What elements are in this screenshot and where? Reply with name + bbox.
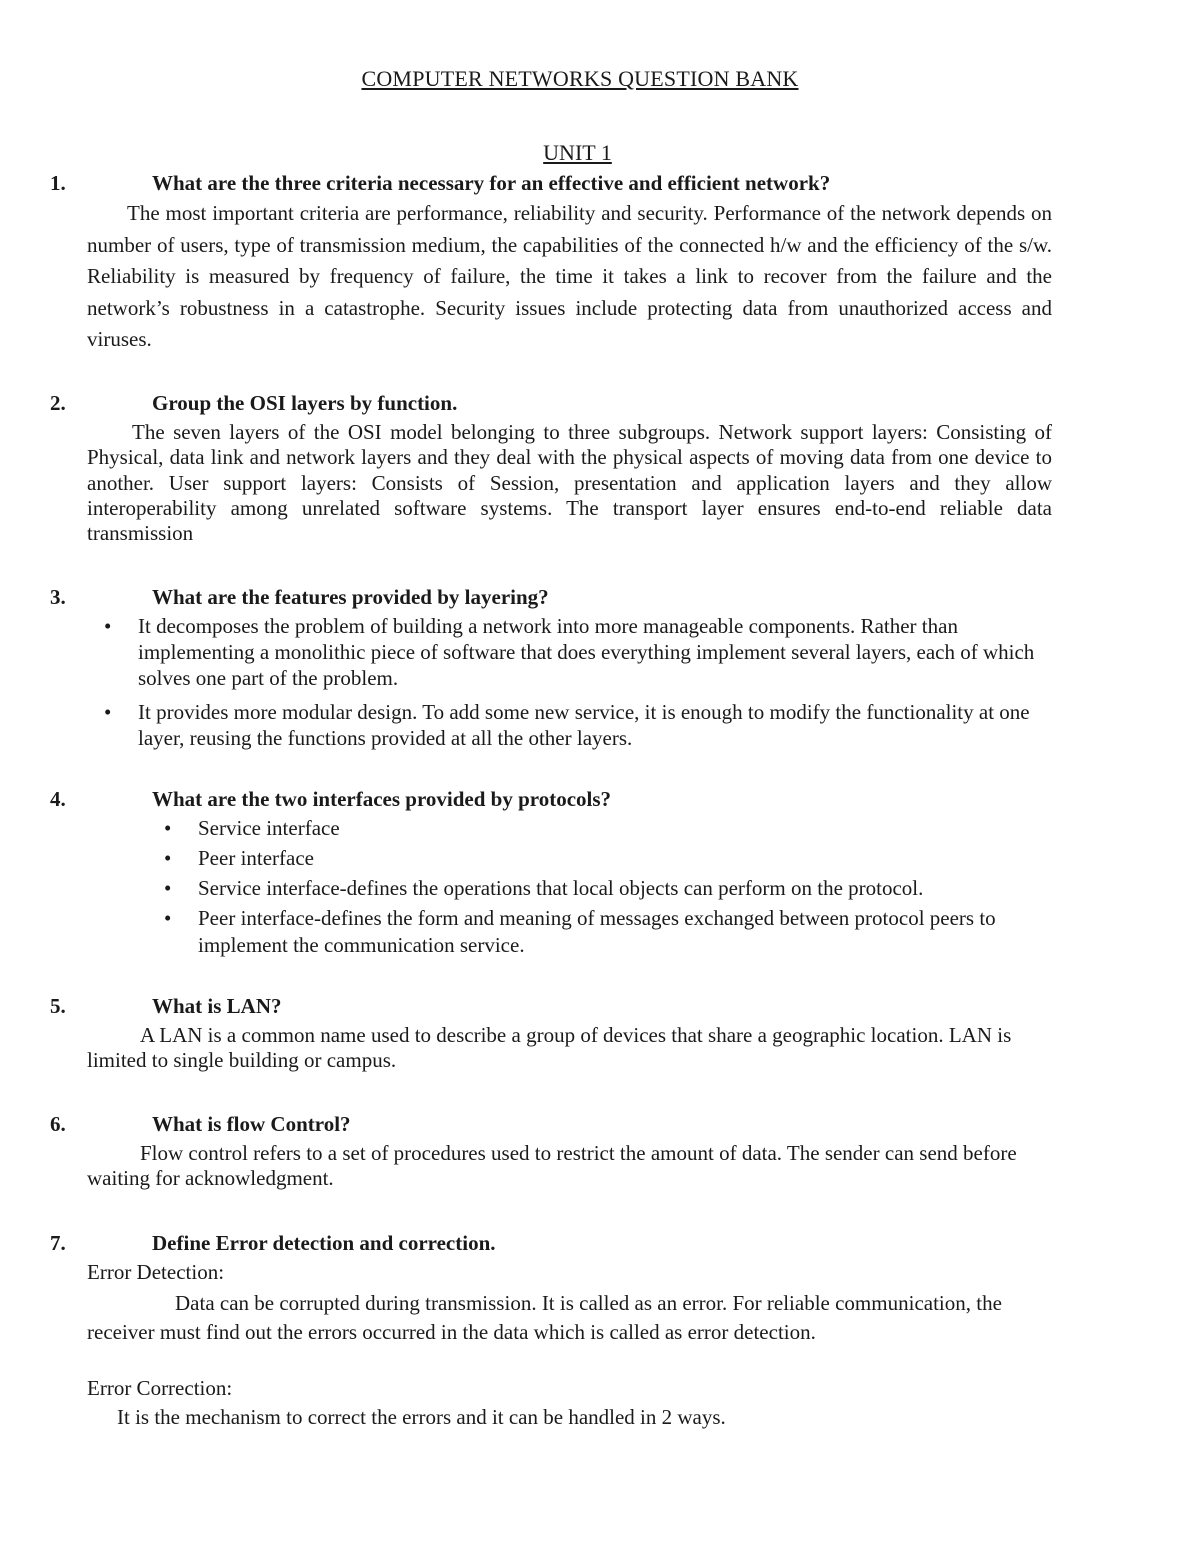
question-number: 5. — [50, 994, 66, 1018]
question-text: What is LAN? — [152, 994, 282, 1018]
bullet-icon: • — [164, 876, 172, 900]
document-title: COMPUTER NETWORKS QUESTION BANK — [361, 66, 799, 91]
question-number: 6. — [50, 1112, 66, 1136]
question-number: 4. — [50, 787, 66, 811]
list-item — [164, 815, 1028, 842]
answer-paragraph: A LAN is a common name used to describe a group of devices that share a geographic location. LAN is limited to single building or campus. — [87, 1023, 1012, 1073]
question-text: What is flow Control? — [152, 1112, 351, 1136]
bullet-icon: • — [164, 846, 172, 870]
question-text: What are the two interfaces provided by protocols? — [152, 787, 612, 811]
list-item — [164, 845, 1028, 872]
list-item-text: Service interface — [198, 816, 340, 840]
question-text: What are the features provided by layering? — [152, 585, 549, 609]
bullet-icon: • — [104, 700, 112, 724]
question-text: What are the three criteria necessary for an effective and efficient network? — [152, 171, 831, 195]
list-item — [164, 905, 1028, 959]
answer-paragraph: It is the mechanism to correct the errors and it can be handled in 2 ways. — [117, 1405, 726, 1429]
interface-list — [164, 815, 1028, 959]
list-item-text: Service interface-defines the operations that local objects can perform on the protocol. — [198, 876, 924, 900]
answer-paragraph: Data can be corrupted during transmission. It is called as an error. For reliable communication, the receiver must find out the errors occurred in the data which is called as error detection. — [87, 1291, 1002, 1344]
bullet-icon: • — [164, 906, 172, 930]
list-item-text: Peer interface-defines the form and meaning of messages exchanged between protocol peers to implement the communication service. — [198, 906, 996, 957]
list-item — [104, 613, 1060, 691]
list-item-text: Peer interface — [198, 846, 315, 870]
bullet-icon: • — [164, 816, 172, 840]
answer-paragraph: The seven layers of the OSI model belonging to three subgroups. Network support layers: Consisting of Physical, data link and network layers and they deal with the physical aspects of moving data from one device to another. User support layers: Consists of Session, presentation and application layers and they allow interoperability among unrelated software systems. The transport layer ensures end-to-end reliable data transmission — [87, 420, 1052, 546]
subheading-error-correction: Error Correction: — [87, 1376, 233, 1400]
question-number: 7. — [50, 1231, 66, 1255]
answer-paragraph: The most important criteria are performance, reliability and security. Performance of the network depends on number of users, type of transmission medium, the capabilities of the connected h/w and the efficiency of the s/w. Reliability is measured by frequency of failure, the time it takes a link to recover from the failure and the network’s robustness in a catastrophe. Security issues include protecting data from unauthorized access and viruses. — [87, 201, 1052, 351]
bullet-icon: • — [104, 614, 112, 638]
unit-heading: UNIT 1 — [543, 140, 612, 165]
question-text: Define Error detection and correction. — [152, 1231, 496, 1255]
list-item — [104, 699, 1060, 751]
list-item-text: It decomposes the problem of building a network into more manageable components. Rather than implementing a monolithic piece of software that does everything implement several layers, each of which solves one part of the problem. — [138, 614, 1035, 690]
answer-paragraph: Flow control refers to a set of procedures used to restrict the amount of data. The sender can send before waiting for acknowledgment. — [87, 1141, 1017, 1191]
question-number: 1. — [50, 171, 66, 195]
subheading-error-detection: Error Detection: — [87, 1260, 225, 1284]
question-text: Group the OSI layers by function. — [152, 391, 458, 415]
list-item-text: It provides more modular design. To add some new service, it is enough to modify the functionality at one layer, reusing the functions provided at all the other layers. — [138, 700, 1030, 750]
question-number: 3. — [50, 585, 66, 609]
feature-list — [104, 613, 1060, 751]
list-item — [164, 875, 1028, 902]
question-number: 2. — [50, 391, 66, 415]
